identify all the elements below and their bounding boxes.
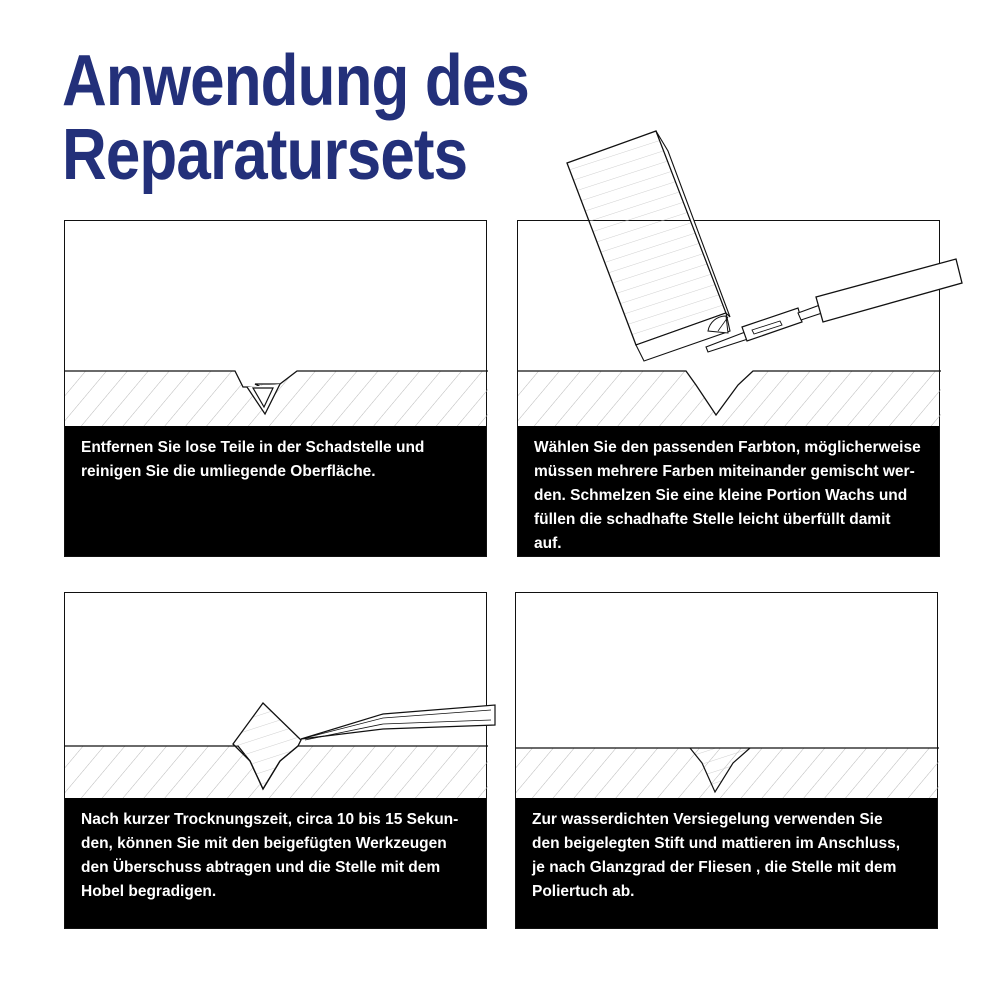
page-title-line-2: Reparatursets bbox=[62, 115, 468, 195]
step-4-text: Zur wasserdichten Versiegelung verwenden Sie den beigelegten Stift und mattieren im Anschluss, je nach Glanzgrad der Fliesen , die Stelle mit dem Poliertuch ab. bbox=[532, 811, 901, 900]
page-title-line-1: Anwendung des bbox=[62, 41, 529, 121]
step-1-caption bbox=[65, 426, 486, 556]
spatula-tool bbox=[301, 705, 495, 740]
step-2-panel bbox=[517, 220, 940, 557]
wax-block bbox=[567, 131, 730, 361]
tile-surface-damaged bbox=[518, 371, 941, 428]
step-4-panel bbox=[515, 592, 938, 929]
step-2-caption bbox=[518, 426, 939, 556]
step-3-panel bbox=[64, 592, 487, 929]
step-3-caption bbox=[65, 798, 486, 928]
melting-tool bbox=[706, 259, 962, 352]
step-4-caption bbox=[516, 798, 937, 928]
step-1-panel bbox=[64, 220, 487, 557]
step-1-text: Entfernen Sie lose Teile in der Schadstelle und reinigen Sie die umliegende Oberfläche. bbox=[81, 439, 425, 480]
page-title bbox=[62, 41, 529, 195]
tile-surface-damaged bbox=[65, 371, 488, 428]
step-3-text: Nach kurzer Trocknungszeit, circa 10 bis 15 Sekun- den, können Sie mit den beigefügten Werkzeugen den Überschuss abtragen und die Stelle mit dem Hobel begradigen. bbox=[81, 811, 459, 900]
step-2-text: Wählen Sie den passenden Farbton, möglicherweise müssen mehrere Farben miteinander gemischt wer- den. Schmelzen Sie eine kleine Portion Wachs und füllen die schadhafte Stelle leicht überfüllt damit auf. bbox=[534, 439, 921, 552]
